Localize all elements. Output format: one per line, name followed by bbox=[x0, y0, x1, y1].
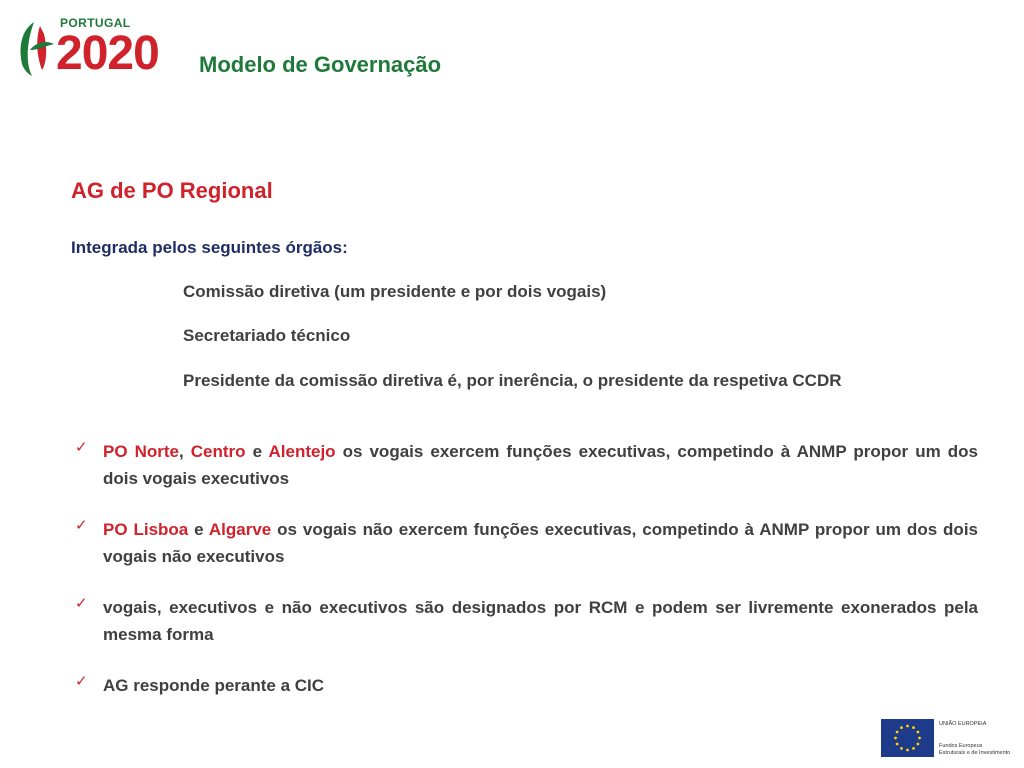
separator: e bbox=[245, 442, 269, 461]
bullet-body: os vogais não exercem funções executivas, competindo à ANMP propor um dos dois vogais não executivos bbox=[103, 520, 978, 566]
eu-funding-logo bbox=[881, 719, 1016, 759]
highlight-alentejo: Alentejo bbox=[268, 442, 336, 461]
checkmark-icon: ✓ bbox=[75, 595, 88, 612]
bullet-item bbox=[75, 516, 978, 570]
organ-item: Secretariado técnico bbox=[183, 326, 351, 345]
separator: , bbox=[179, 442, 191, 461]
bullet-item bbox=[75, 594, 978, 648]
page-title: Modelo de Governação bbox=[199, 52, 442, 77]
organ-item: Comissão diretiva (um presidente e por dois vogais) bbox=[183, 282, 607, 301]
separator: e bbox=[188, 520, 209, 539]
bullet-text: AG responde perante a CIC bbox=[103, 676, 325, 695]
eu-funds-label: Fundos Europeus bbox=[939, 743, 983, 749]
bullet-list bbox=[75, 438, 978, 723]
eu-flag-icon bbox=[881, 719, 934, 757]
highlight-po-norte: PO Norte bbox=[103, 442, 179, 461]
eu-label: UNIÃO EUROPEIA bbox=[939, 721, 987, 727]
logo-year-text: 2020 bbox=[56, 27, 159, 80]
highlight-centro: Centro bbox=[190, 442, 246, 461]
logo-mark-icon bbox=[16, 20, 56, 78]
checkmark-icon: ✓ bbox=[75, 673, 88, 690]
logo-country-text: PORTUGAL bbox=[60, 16, 131, 30]
portugal-2020-logo bbox=[16, 14, 196, 78]
checkmark-icon: ✓ bbox=[75, 517, 88, 534]
bullet-text bbox=[103, 516, 978, 570]
highlight-po-lisboa: PO Lisboa bbox=[103, 520, 189, 539]
bullet-text: vogais, executivos e não executivos são designados por RCM e podem ser livremente exonerados pela mesma forma bbox=[103, 598, 978, 644]
bullet-body: os vogais exercem funções executivas, competindo à ANMP propor um dos dois vogais executivos bbox=[103, 442, 978, 488]
bullet-text bbox=[103, 438, 978, 492]
bullet-item bbox=[75, 672, 978, 699]
checkmark-icon: ✓ bbox=[75, 439, 88, 456]
organ-item: Presidente da comissão diretiva é, por inerência, o presidente da respetiva CCDR bbox=[183, 371, 842, 390]
section-title: AG de PO Regional bbox=[71, 178, 273, 203]
subheading: Integrada pelos seguintes órgãos: bbox=[71, 238, 348, 257]
eu-funds-label-2: Estruturais e de Investimento bbox=[939, 750, 1011, 756]
highlight-algarve: Algarve bbox=[208, 520, 272, 539]
bullet-item bbox=[75, 438, 978, 492]
